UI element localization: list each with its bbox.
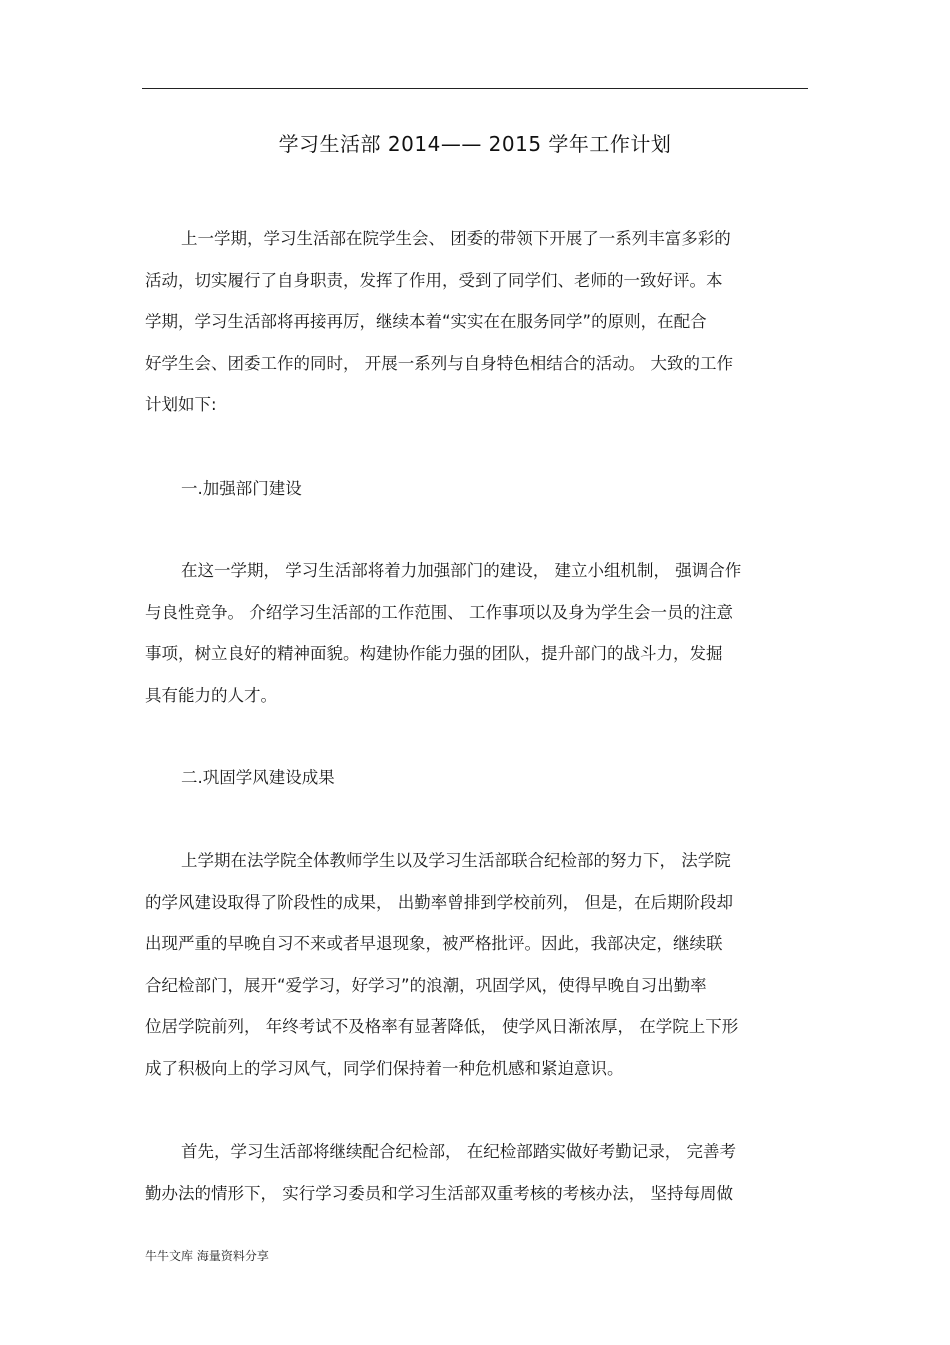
paragraph-line: 好学生会、团委工作的同时， 开展一系列与自身特色相结合的活动。 大致的工作 [145, 353, 733, 373]
paragraph-line: 事项，树立良好的精神面貌。构建协作能力强的团队，提升部门的战斗力，发掘 [145, 644, 723, 663]
paragraph-line: 活动，切实履行了自身职责，发挥了作用，受到了同学们、老师的一致好评。本 [145, 270, 723, 290]
header-rule [142, 88, 808, 89]
section1-paragraph [145, 550, 807, 716]
paragraph-line: 上一学期，学习生活部在院学生会、 团委的带领下开展了一系列丰富多彩的 [181, 229, 731, 248]
paragraph-line: 学期，学习生活部将再接再厉，继续本着“实实在在服务同学”的原则，在配合 [145, 312, 707, 331]
paragraph-line: 具有能力的人才。 [145, 685, 277, 705]
paragraph-line: 计划如下: [145, 395, 217, 414]
paragraph-line: 位居学院前列， 年终考试不及格率有显著降低， 使学风日渐浓厚， 在学院上下形 [145, 1017, 739, 1036]
paragraph-line: 出现严重的早晚自习不来或者早退现象，被严格批评。因此，我部决定，继续联 [145, 934, 723, 953]
intro-paragraph [145, 218, 807, 426]
paragraph-line: 与良性竞争。 介绍学习生活部的工作范围、 工作事项以及身为学生会一员的注意 [145, 602, 733, 622]
paragraph-line: 上学期在法学院全体教师学生以及学习生活部联合纪检部的努力下， 法学院 [181, 851, 731, 870]
paragraph-line: 勤办法的情形下， 实行学习委员和学习生活部双重考核的考核办法， 坚持每周做 [145, 1183, 733, 1203]
section-heading-1: 一.加强部门建设 [181, 479, 302, 498]
paragraph-line: 首先，学习生活部将继续配合纪检部， 在纪检部踏实做好考勤记录， 完善考 [181, 1142, 736, 1161]
paragraph-line: 在这一学期， 学习生活部将着力加强部门的建设， 建立小组机制， 强调合作 [181, 561, 742, 580]
paragraph-line: 合纪检部门，展开“爱学习，好学习”的浪潮，巩固学风，使得早晚自习出勤率 [145, 975, 707, 995]
section-heading-2: 二.巩固学风建设成果 [181, 768, 335, 787]
paragraph-line: 的学风建设取得了阶段性的成果， 出勤率曾排到学校前列， 但是，在后期阶段却 [145, 892, 733, 912]
document-title: 学习生活部 2014—— 2015 学年工作计划 [278, 132, 672, 156]
section2-paragraph [145, 840, 807, 1089]
section3-paragraph [145, 1131, 807, 1214]
paragraph-line: 成了积极向上的学习风气，同学们保持着一种危机感和紧迫意识。 [145, 1058, 624, 1078]
page-footer: 牛牛文库 海量资料分享 [145, 1249, 269, 1263]
